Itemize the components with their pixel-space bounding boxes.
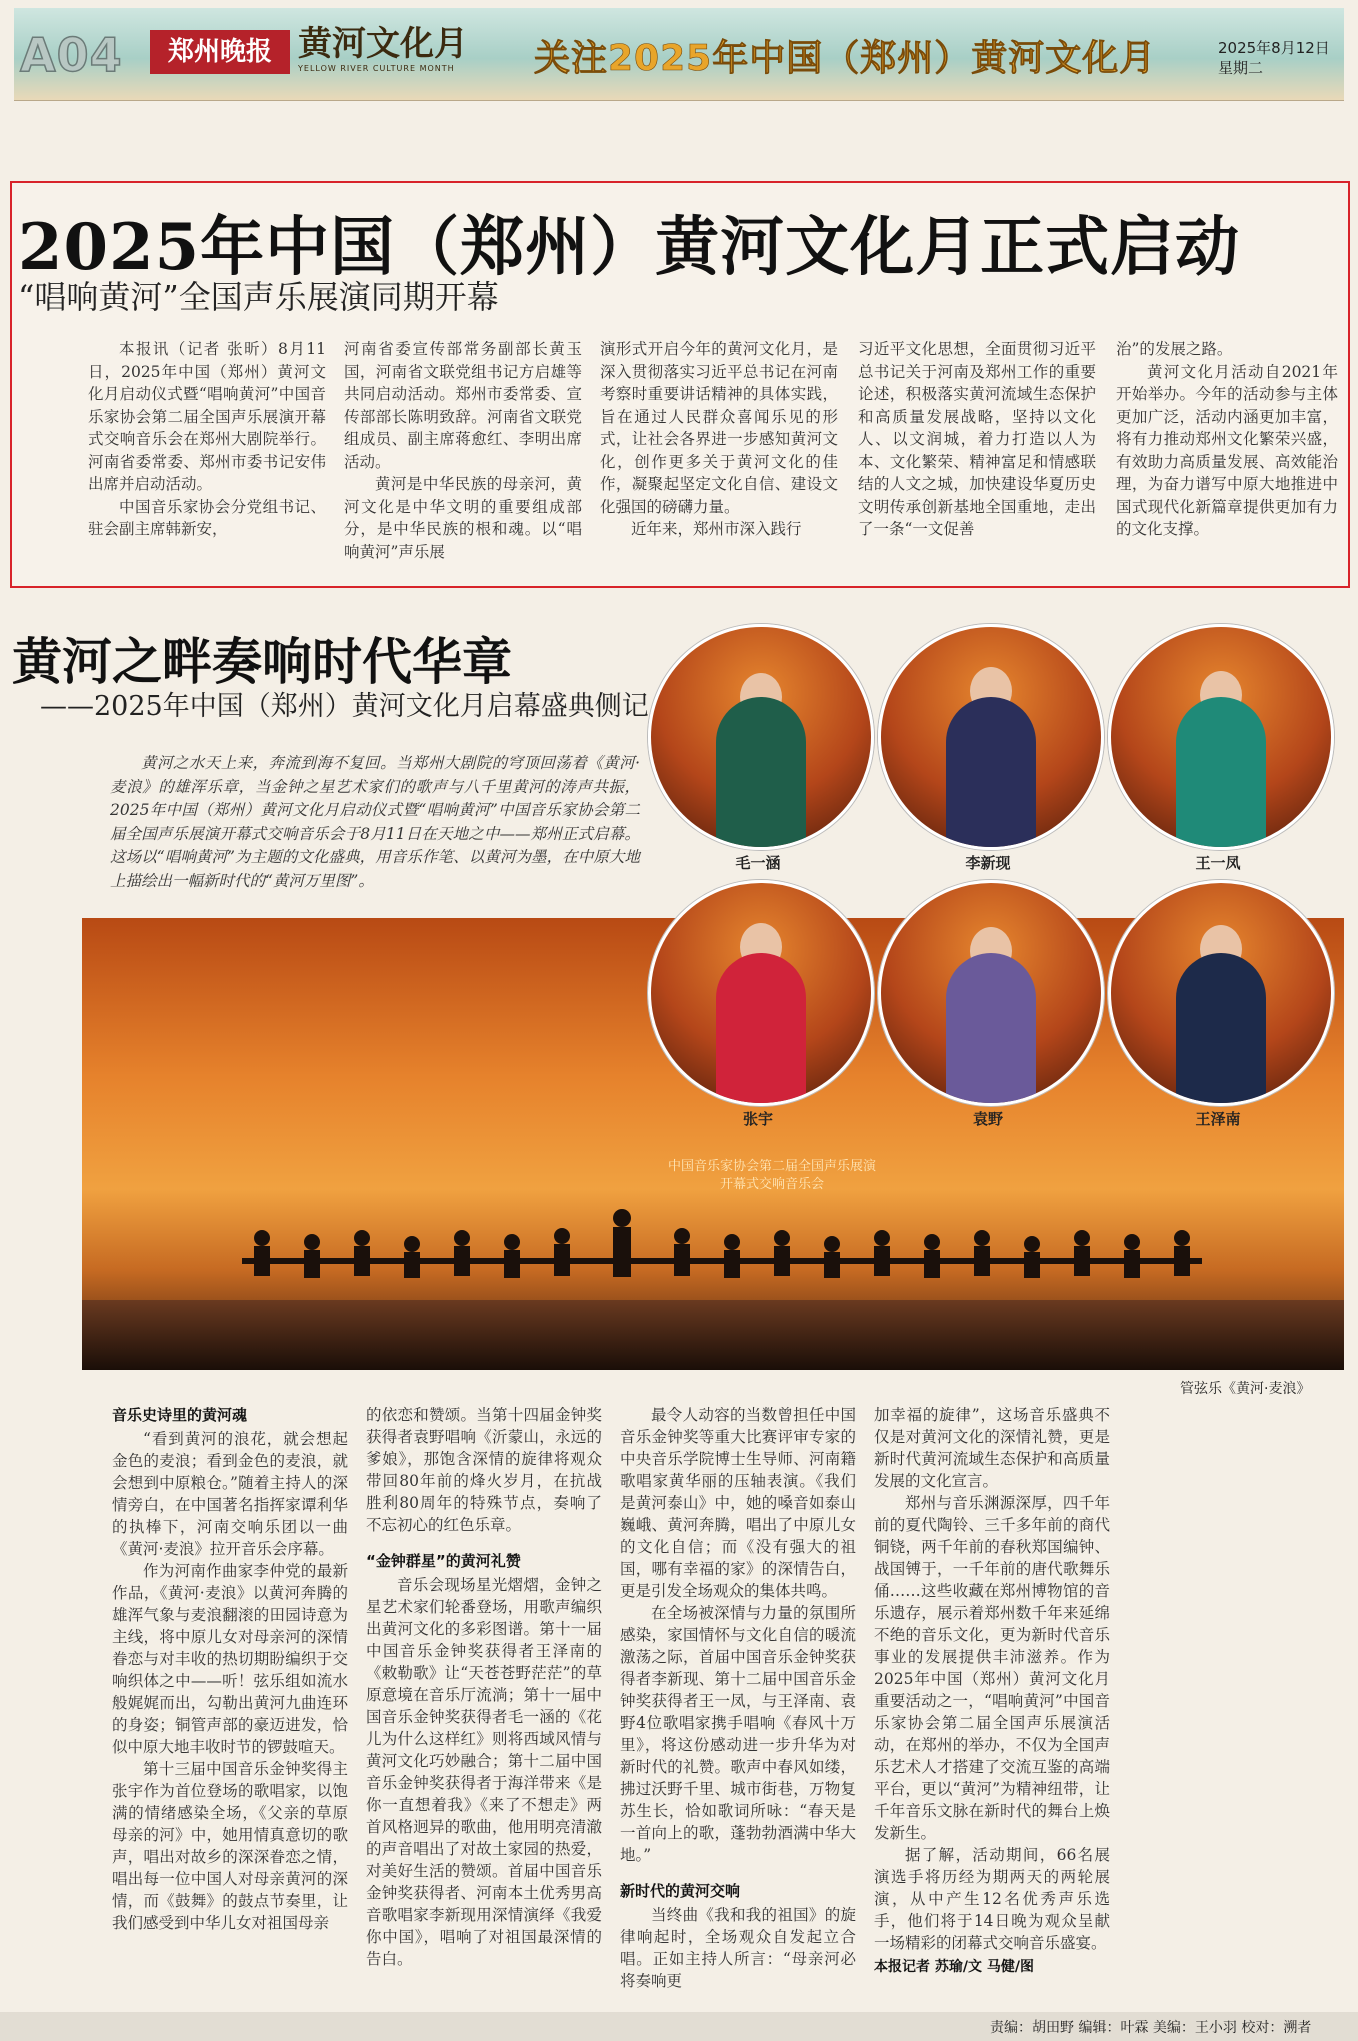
lead-paragraph: 习近平文化思想，全面贯彻习近平总书记关于河南及郑州工作的重要论述，积极落实黄河流域生态保护和高质量发展战略，坚持以文化人、以文润城，着力打造以人为本、文化繁荣、精神富足和情感联结的人文之城，加快建设华夏历史文明传承创新基地全国重地，走出了一条“一文促善: [858, 340, 1096, 538]
photo-caption: 管弦乐《黄河·麦浪》: [1180, 1381, 1311, 1397]
stage-banner: [642, 1158, 902, 1194]
stage-floor: [82, 1300, 1344, 1370]
lead-paragraph: 黄河文化月活动自2021年开始举办。今年的活动参与主体更加广泛，活动内涵更加丰富，将有力推动郑州文化繁荣兴盛，有效助力高质量发展、高效能治理，为奋力谱写中原大地推进中国式现代化新篇章提供更加有力的文化支撑。: [1116, 362, 1338, 538]
orchestra-silhouette: [242, 1198, 1202, 1308]
singer-caption: 王一凤: [1195, 854, 1241, 872]
lead-paragraph: 河南省委宣传部常务副部长黄玉国，河南省文联党组书记方启雄等共同启动活动。郑州市委常委、宣传部部长陈明致辞。河南省文联党组成员、副主席蒋愈红、李明出席活动。: [344, 340, 582, 471]
page-number: A04: [20, 28, 123, 82]
body-paragraph: 最令人动容的当数曾担任中国音乐金钟奖等重大比赛评审专家的中央音乐学院博士生导师、河南籍歌唱家黄华丽的压轴表演。《我们是黄河泰山》中，她的嗓音如泰山巍峨、黄河奔腾，唱出了中原儿女的文化自信；而《没有强大的祖国，哪有幸福的家》的深情告白，更是引发全场观众的集体共鸣。: [620, 1406, 856, 1600]
culture-month-logo-cn: 黄河文化月: [298, 24, 468, 64]
singer-figure: [946, 697, 1036, 847]
singer-figure: [946, 953, 1036, 1103]
body-paragraph: 加幸福的旋律”，这场音乐盛典不仅是对黄河文化的深情礼赞，更是新时代黄河流域生态保护和高质量发展的文化宣言。: [874, 1406, 1110, 1490]
orchestra-musicians: [254, 1209, 1190, 1278]
section-heading: “金钟群星”的黄河礼赞: [366, 1552, 521, 1570]
singer-figure: [1176, 697, 1266, 847]
feature-intro: 黄河之水天上来，奔流到海不复回。当郑州大剧院的穹顶回荡着《黄河·麦浪》的雄浑乐章，当金钟之星艺术家们的歌声与八千里黄河的涛声共振，2025年中国（郑州）黄河文化月启动仪式暨“唱响黄河”中国音乐家协会第二届全国声乐展演开幕式交响音乐会于8月11日在天地之中——郑州正式启幕。这场以“唱响黄河”为主题的文化盛典，用音乐作笔、以黄河为墨，在中原大地上描绘出一幅新时代的“黄河万里图”。: [110, 754, 640, 890]
stage-banner-line-2: 开幕式交响音乐会: [719, 1177, 824, 1192]
lead-column-4: [858, 338, 1096, 541]
lead-paragraph: 本报讯（记者 张昕）8月11日，2025年中国（郑州）黄河文化月启动仪式暨“唱响黄河”中国音乐家协会第二届全国声乐展演开幕式交响音乐会在郑州大剧院举行。河南省委常委、郑州市委书记安伟出席并启动活动。: [88, 340, 326, 493]
section-heading: 新时代的黄河交响: [620, 1882, 741, 1900]
singer-figure: [716, 697, 806, 847]
singer-photo-wangyifeng: [1108, 624, 1334, 850]
body-paragraph: 的依恋和赞颂。当第十四届金钟奖获得者袁野唱响《沂蒙山，永远的爹娘》，那饱含深情的旋律将观众带回80年前的烽火岁月，在抗战胜利80周年的特殊节点，奏响了不忘初心的红色乐章。: [366, 1406, 602, 1534]
date-text: 2025年8月12日: [1218, 39, 1330, 57]
body-paragraph: 第十三届中国音乐金钟奖得主张宇作为首位登场的歌唱家，以饱满的情绪感染全场，《父亲的草原母亲的河》中，她用情真意切的歌声，唱出对故乡的深深眷恋之情，唱出每一位中国人对母亲黄河的深情，而《鼓舞》的鼓点节奏里，让我们感受到中华儿女对祖国母亲: [112, 1760, 348, 1932]
singer-photo-zhangyu: [648, 880, 874, 1106]
body-column-1: [112, 1404, 348, 1934]
singer-figure: [1176, 953, 1266, 1103]
lead-column-5: [1116, 338, 1338, 541]
singer-caption: 袁野: [972, 1110, 1003, 1128]
feature-subtitle: ——2025年中国（郑州）黄河文化月启幕盛典侧记: [40, 691, 649, 722]
lead-column-2: [344, 338, 582, 563]
page-banner: 关注2025年中国（郑州）黄河文化月: [534, 38, 1157, 79]
footer-credits: 责编：胡田野 编辑：叶霖 美编：王小羽 校对：溯者: [990, 2020, 1312, 2036]
lead-paragraph: 中国音乐家协会分党组书记、驻会副主席韩新安，: [88, 497, 326, 538]
lead-column-1: [88, 338, 326, 541]
body-paragraph: “看到黄河的浪花，就会想起金色的麦浪；看到金色的麦浪，就会想到中原粮仓。”随着主持人的深情旁白，在中国著名指挥家谭利华的执棒下，河南交响乐团以一曲《黄河·麦浪》拉开音乐会序幕。: [112, 1430, 348, 1558]
lead-paragraph: 演形式开启今年的黄河文化月，是深入贯彻落实习近平总书记在河南考察时重要讲话精神的具体实践，旨在通过人民群众喜闻乐见的形式，让社会各界进一步感知黄河文化，创作更多关于黄河文化的佳作，凝聚起坚定文化自信、建设文化强国的磅礴力量。: [600, 340, 838, 516]
singer-caption: 张宇: [742, 1110, 773, 1128]
body-paragraph: 在全场被深情与力量的氛围所感染，家国情怀与文化自信的暖流激荡之际，首届中国音乐金钟奖获得者李新现、第十二届中国音乐金钟奖获得者王一凤，与王泽南、袁野4位歌唱家携手唱响《春风十万里》，将这份感动进一步升华为对新时代的礼赞。歌声中春风如缕，拂过沃野千里、城市街巷，万物复苏生长，恰如歌词所咏：“春天是一首向上的歌，蓬勃勃酒满中华大地。”: [620, 1604, 856, 1864]
body-paragraph: 当终曲《我和我的祖国》的旋律响起时，全场观众自发起立合唱。正如主持人所言：“母亲河必将奏响更: [620, 1906, 856, 1990]
lead-paragraph: 黄河是中华民族的母亲河，黄河文化是中华文明的重要组成部分，是中华民族的根和魂。以“唱响黄河”声乐展: [344, 475, 582, 561]
body-column-2: [366, 1404, 602, 1970]
body-column-3: [620, 1404, 856, 1992]
orchestra-riser: [242, 1258, 1202, 1264]
singer-caption: 毛一涵: [735, 854, 781, 872]
weekday-text: 星期二: [1218, 59, 1264, 77]
lead-article-title: 2025年中国（郑州）黄河文化月正式启动: [18, 210, 1241, 285]
lead-column-3: [600, 338, 838, 541]
singer-photo-lixinxian: [878, 624, 1104, 850]
feature-title: 黄河之畔奏响时代华章: [12, 632, 512, 691]
lead-article-subtitle: “唱响黄河”全国声乐展演同期开幕: [18, 278, 499, 316]
singer-photo-wangzenan: [1108, 880, 1334, 1106]
lead-paragraph: 治”的发展之路。: [1116, 340, 1233, 358]
singer-photo-maoyihan: [648, 624, 874, 850]
body-paragraph: 作为河南作曲家李仲党的最新作品，《黄河·麦浪》以黄河奔腾的雄浑气象与麦浪翻滚的田园诗意为主线，将中原儿女对母亲河的深情眷恋与对丰收的热切期盼编织于交响织体之中——听！弦乐组如流水般娓娓而出，勾勒出黄河九曲连环的身姿；铜管声部的豪迈进发，恰似中原大地丰收时节的锣鼓喧天。: [112, 1562, 348, 1756]
body-paragraph: 音乐会现场星光熠熠，金钟之星艺术家们轮番登场，用歌声编织出黄河文化的多彩图谱。第十一届中国音乐金钟奖获得者王泽南的《敕勒歌》让“天苍苍野茫茫”的草原意境在音乐厅流淌；第十一届中国音乐金钟奖获得者毛一涵的《花儿为什么这样红》则将西域风情与黄河文化巧妙融合；第十二届中国音乐金钟奖获得者于海洋带来《是你一直想着我》《来了不想走》两首风格迥异的歌曲，他用明亮清澈的声音唱出了对故土家园的热爱，对美好生活的赞颂。首届中国音乐金钟奖获得者、河南本土优秀男高音歌唱家李新现用深情演绎《我爱你中国》，唱响了对祖国最深情的告白。: [366, 1576, 602, 1968]
stage-banner-line-1: 中国音乐家协会第二届全国声乐展演: [667, 1159, 876, 1174]
body-paragraph: 郑州与音乐渊源深厚，四千年前的夏代陶铃、三千多年前的商代铜铙，两千年前的春秋郑国编钟、战国镈于，一千年前的唐代歌舞乐俑……这些收藏在郑州博物馆的音乐遗存，展示着郑州数千年来延绵不绝的音乐文化，更为新时代音乐事业的发展提供丰沛滋养。作为2025年中国（郑州）黄河文化月重要活动之一，“唱响黄河”中国音乐家协会第二届全国声乐展演活动，在郑州的举办，不仅为全国声乐艺术人才搭建了交流互鉴的高端平台，更以“黄河”为精神纽带，让千年音乐文脉在新时代的舞台上焕发新生。: [874, 1494, 1110, 1842]
byline: 本报记者 苏瑜/文 马健/图: [874, 1959, 1034, 1975]
singer-photo-yuanye: [878, 880, 1104, 1106]
section-heading: 音乐史诗里的黄河魂: [112, 1406, 248, 1424]
singer-figure: [716, 953, 806, 1103]
culture-month-logo: [298, 24, 518, 84]
lead-paragraph: 近年来，郑州市深入践行: [631, 520, 802, 538]
newspaper-logo: 郑州晚报: [150, 30, 290, 74]
singer-caption: 李新现: [965, 854, 1011, 872]
body-paragraph: 据了解，活动期间，66名展演选手将历经为期两天的两轮展演，从中产生12名优秀声乐选手，他们将于14日晚为观众呈献一场精彩的闭幕式交响音乐盛宴。: [874, 1846, 1110, 1952]
culture-month-logo-en: YELLOW RIVER CULTURE MONTH: [298, 64, 455, 73]
singer-caption: 王泽南: [1195, 1110, 1241, 1128]
issue-date: [1218, 38, 1330, 78]
body-column-4: [874, 1404, 1110, 1978]
